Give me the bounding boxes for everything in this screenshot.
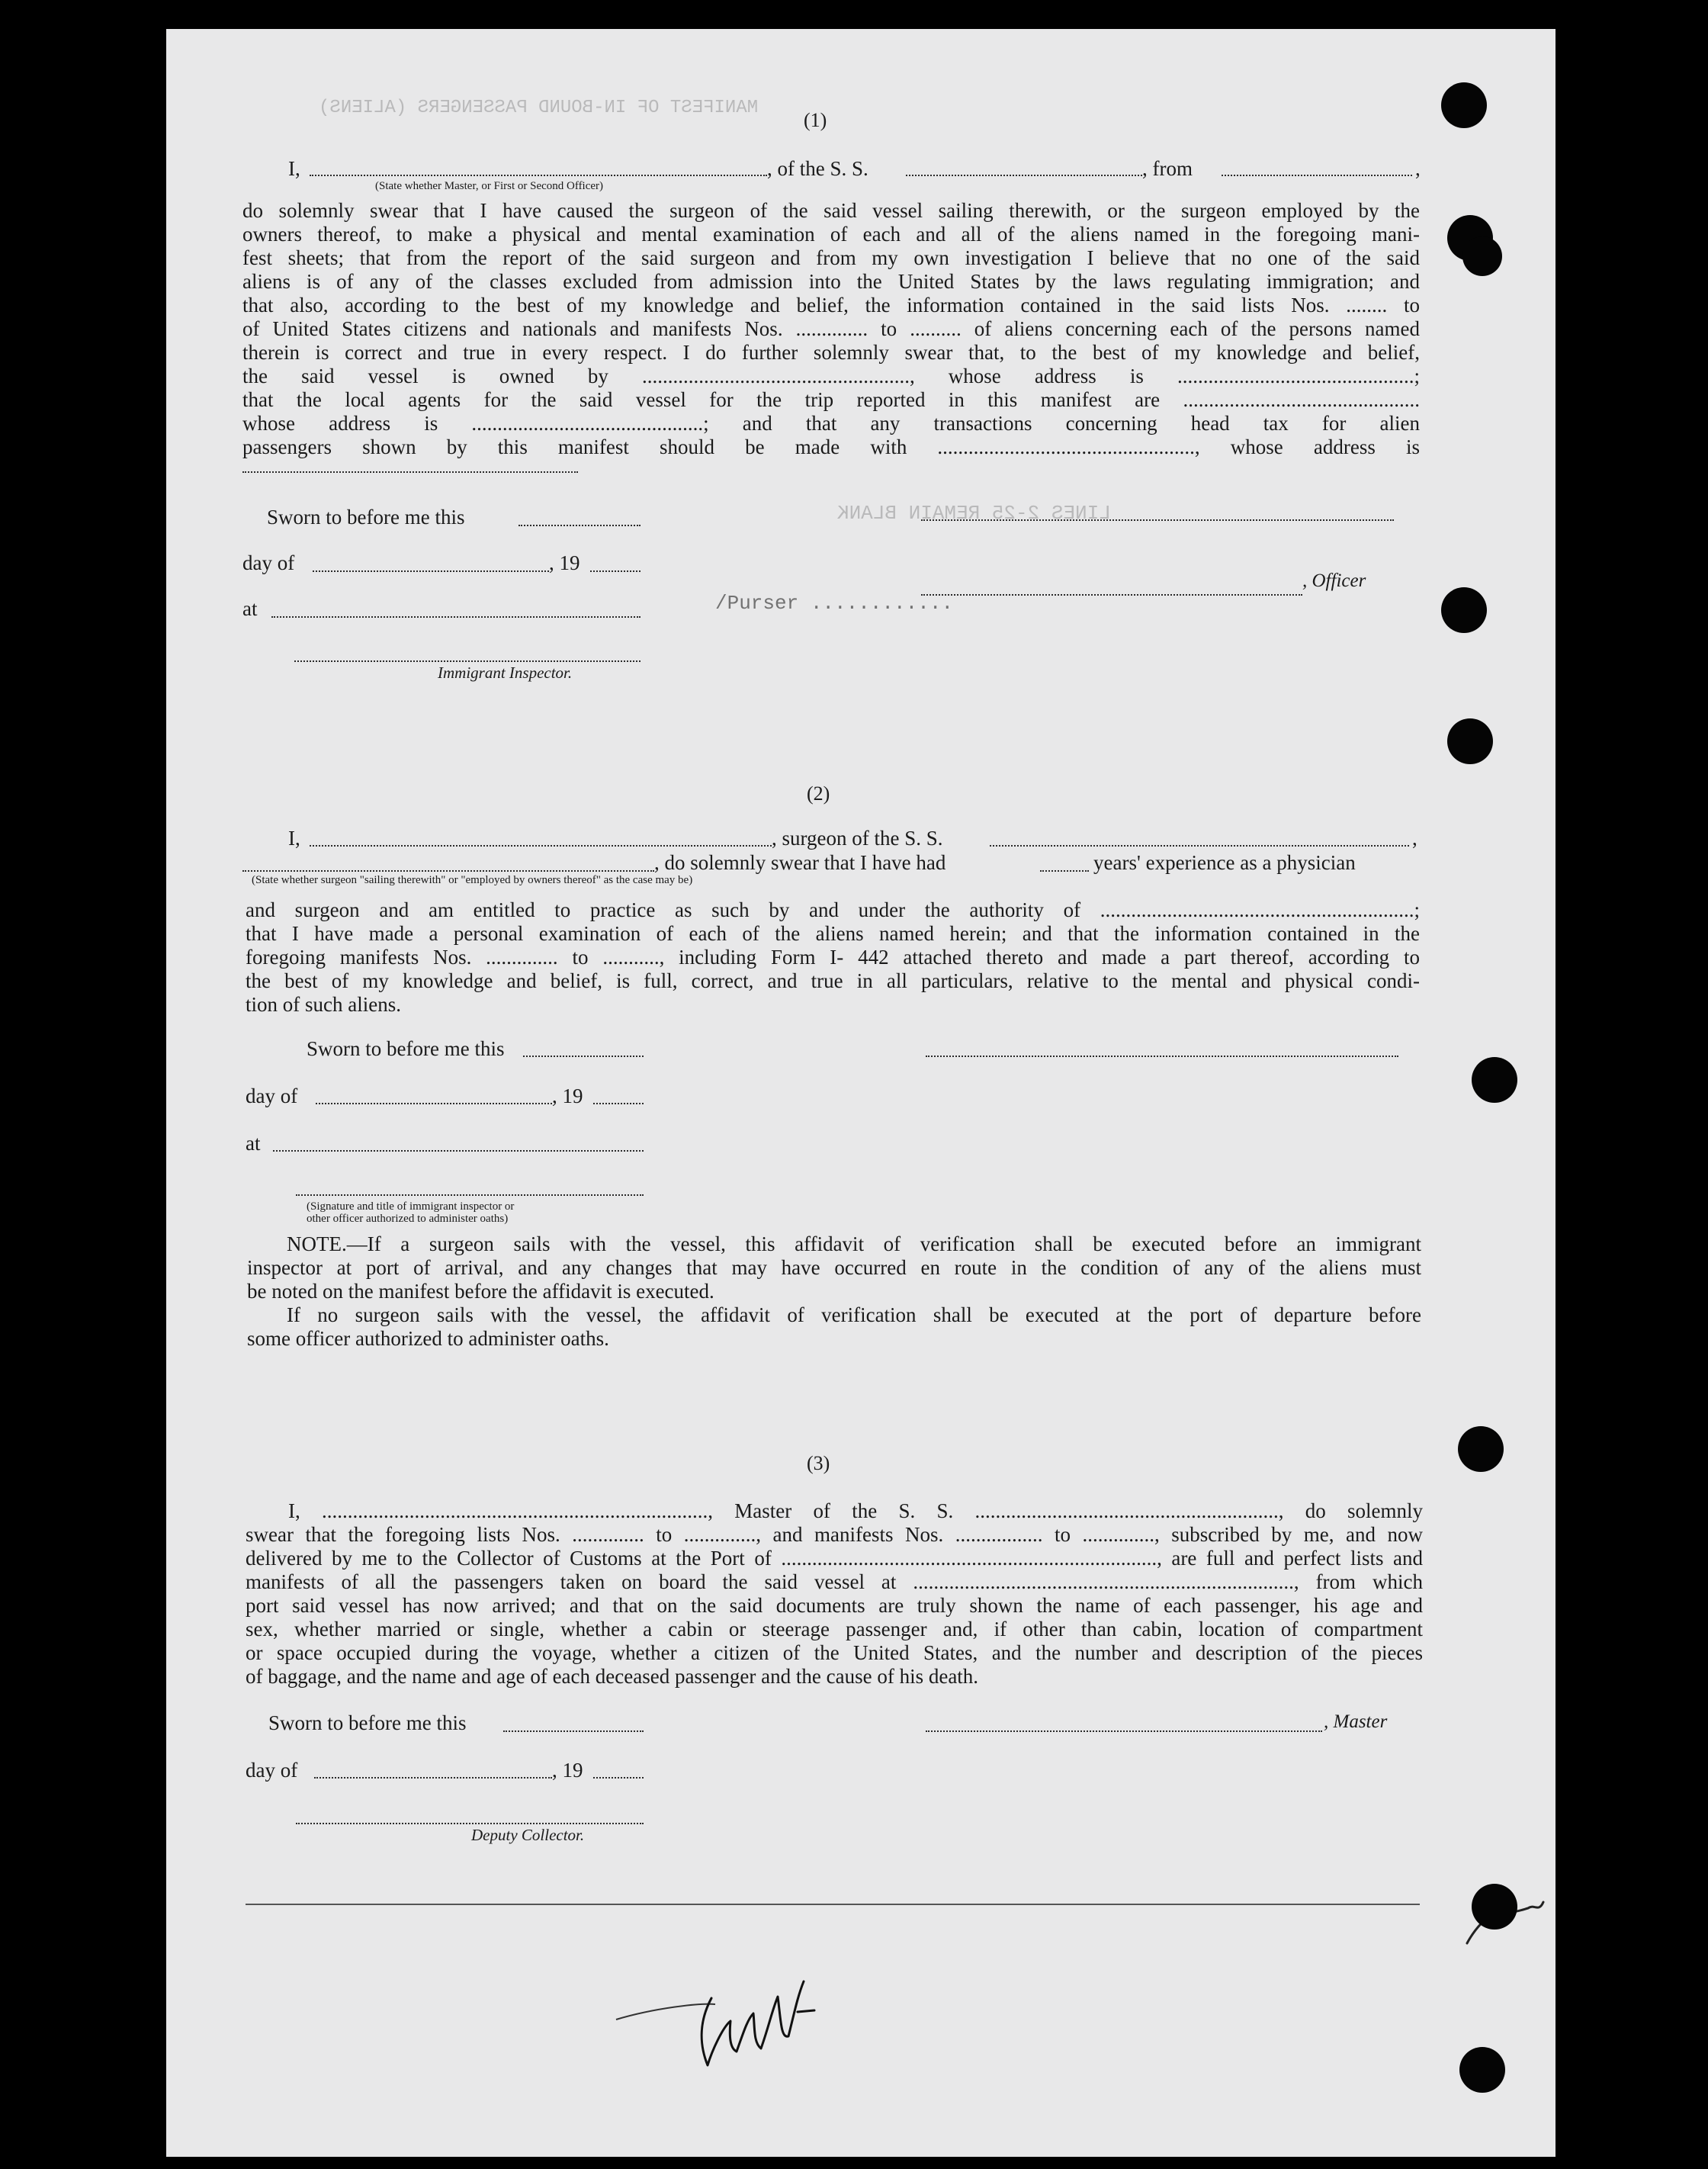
bleed-through-purser: /Purser ............ [715,592,954,615]
collector-signature-field[interactable] [296,1823,644,1824]
binder-hole [1441,82,1487,128]
section-1-oath-paragraph [242,199,1420,459]
oath-line: swear that the foregoing lists Nos. .............. to .............., and manifests Nos. ................. to .............., subscribed by me, and now [246,1523,1423,1546]
handwritten-initials [608,1966,822,2081]
signature-note-line-1: (Signature and title of immigrant inspector or [307,1200,515,1213]
section-1-i-prefix: I, [288,157,300,180]
surgeon-vessel-field[interactable] [990,845,1409,847]
immigrant-inspector-label: Immigrant Inspector. [438,664,573,682]
oath-line: that I have made a personal examination of each of the aliens named herein; and that the information contained in the [246,922,1420,945]
oath-line: or space occupied during the voyage, whether a citizen of the United States, and the number and description of the pieces [246,1641,1423,1664]
section-3-sworn: Sworn to before me this [268,1711,467,1734]
vessel-name-field[interactable] [906,175,1142,176]
sworn-date-field-1[interactable] [518,525,640,526]
from-port-field[interactable] [1222,175,1412,176]
year-field-1[interactable] [590,570,640,572]
at-field-2[interactable] [273,1150,644,1152]
oath-line: therein is correct and true in every respect. I do further solemnly swear that, to the best of my knowledge and belief, [242,341,1420,364]
oath-line: the said vessel is owned by ...................................................., whose address is ..............................................; [242,365,1420,387]
surgeon-signature-field[interactable] [926,1056,1398,1057]
oath-line: I, ..........................................................................., Master of the S. S. ..........................................................., do solemnly [288,1499,1423,1522]
oath-line: delivered by me to the Collector of Customs at the Port of ........................................................................., are full and perfect lists and [246,1547,1423,1570]
binder-hole [1458,1426,1504,1472]
section-3-oath-paragraph [246,1499,1423,1689]
year-field-2[interactable] [593,1103,644,1104]
section-3-day-of: day of [246,1759,298,1782]
surgeon-name-field[interactable] [310,845,772,847]
document-page [166,29,1556,2157]
section-2-day-of: day of [246,1084,298,1107]
oath-line: of baggage, and the name and age of each deceased passenger and the cause of his death. [246,1665,979,1688]
at-field-1[interactable] [271,616,640,618]
oath-line: and surgeon and am entitled to practice as such by and under the authority of .............................................................; [246,898,1420,921]
surgeon-status-note: (State whether surgeon "sailing therewith" or "employed by owners thereof" as the case may be) [252,874,693,886]
binder-hole [1447,718,1493,764]
officer-label: , Officer [1302,570,1366,591]
note-line: some officer authorized to administer oaths. [247,1327,609,1350]
oath-line: the best of my knowledge and belief, is full, correct, and true in all particulars, relative to the mental and physical condi- [246,969,1420,992]
sworn-date-field-3[interactable] [503,1730,644,1732]
year-field-3[interactable] [593,1777,644,1779]
section-2-oath-paragraph [246,898,1420,1017]
oath-line: of United States citizens and nationals and manifests Nos. .............. to .......... of aliens concerning each of the persons named [242,317,1420,340]
section-3-year: , 19 [552,1759,583,1782]
section-1-year: , 19 [549,551,580,574]
note-line: If no surgeon sails with the vessel, the affidavit of verification shall be executed at the port of departure before [287,1303,1421,1326]
inspector-signature-field[interactable] [294,660,640,662]
note-line: be noted on the manifest before the affidavit is executed. [247,1280,714,1303]
bleed-through-lines-remain: LINES 2-25 REMAIN BLANK [837,502,1111,525]
note-line: NOTE.—If a surgeon sails with the vessel, this affidavit of verification shall be executed before an immigrant [287,1232,1421,1255]
oath-line: manifests of all the passengers taken on board the said vessel at .........................................................................., from which [246,1570,1423,1593]
section-1-from: , from [1142,157,1193,180]
oath-line: that the local agents for the said vessel for the trip reported in this manifest are .............................................. [242,388,1420,411]
section-2-note [247,1232,1421,1351]
bleed-through-title: MANIFEST OF IN-BOUND PASSENGERS (ALIENS) [319,98,759,118]
section-2-i-prefix: I, [288,827,300,850]
oath-line: owners thereof, to make a physical and mental examination of each and all of the aliens named in the foregoing mani- [242,223,1420,246]
sworn-date-field-2[interactable] [523,1056,644,1057]
section-3-number: (3) [807,1452,830,1474]
bottom-rule [246,1904,1420,1905]
officer-signature-field[interactable] [921,594,1302,596]
section-1-at: at [242,597,258,620]
section-2-number: (2) [807,782,830,805]
officer-signature-line-top[interactable] [921,519,1394,521]
binder-hole [1441,587,1487,633]
signature-note-line-2: other officer authorized to administer oaths) [307,1213,509,1225]
day-of-field-3[interactable] [314,1777,552,1779]
oath-line: aliens is of any of the classes excluded from admission into the United States by the laws regulating immigration; and [242,270,1420,293]
oath-line: foregoing manifests Nos. .............. to ..........., including Form I- 442 attached thereto and made a part thereof, according to [246,946,1420,969]
master-signature-field[interactable] [926,1730,1322,1732]
oath-line: fest sheets; that from the report of the said surgeon and from my own investigation I believe that no one of the said [242,246,1420,269]
section-2-sworn: Sworn to before me this [307,1037,505,1060]
surgeon-status-field[interactable] [242,870,654,872]
oath-line: that also, according to the best of my knowledge and belief, the information contained in the said lists Nos. ........ to [242,294,1420,317]
note-line: inspector at port of arrival, and any changes that may have occurred en route in the condition of any of the aliens must [247,1256,1421,1279]
comma: , [1412,827,1417,850]
binder-hole [1459,2047,1505,2093]
administering-officer-signature-field[interactable] [296,1194,644,1196]
comma: , [1415,157,1421,180]
section-1-number: (1) [804,109,827,131]
officer-rank-note: (State whether Master, or First or Second Officer) [375,180,604,192]
binder-hole [1472,1057,1517,1103]
oath-line: whose address is .............................................; and that any transactions concerning head tax for alien [242,412,1420,435]
oath-line: passengers shown by this manifest should be made with .................................................., whose address is [242,435,1420,458]
section-2-swear: , do solemnly swear that I have had [654,851,946,874]
binder-hole [1472,1884,1517,1930]
oath-line: do solemnly swear that I have caused the surgeon of the said vessel sailing therewith, or the surgeon employed by the [242,199,1420,222]
oath-line: tion of such aliens. [246,993,401,1016]
master-label: , Master [1324,1711,1388,1732]
section-1-of-ss: , of the S. S. [767,157,868,180]
section-2-year: , 19 [552,1084,583,1107]
years-experience-field[interactable] [1040,870,1089,872]
section-2-at: at [246,1132,261,1155]
day-of-field-2[interactable] [316,1103,552,1104]
binder-hole [1462,236,1502,276]
officer-rank-field[interactable] [310,175,767,176]
deputy-collector-label: Deputy Collector. [471,1826,585,1844]
section-2-years-experience: years' experience as a physician [1093,851,1356,874]
day-of-field-1[interactable] [313,570,549,572]
oath-line: port said vessel has now arrived; and that on the said documents are truly shown the name of each passenger, his age and [246,1594,1423,1617]
section-1-day-of: day of [242,551,295,574]
oath-line: sex, whether married or single, whether a cabin or steerage passenger and, if other than cabin, location of compartment [246,1618,1423,1640]
section-1-sworn: Sworn to before me this [267,506,465,529]
head-tax-address-field[interactable] [242,471,578,473]
section-2-surgeon-of-ss: , surgeon of the S. S. [772,827,943,850]
